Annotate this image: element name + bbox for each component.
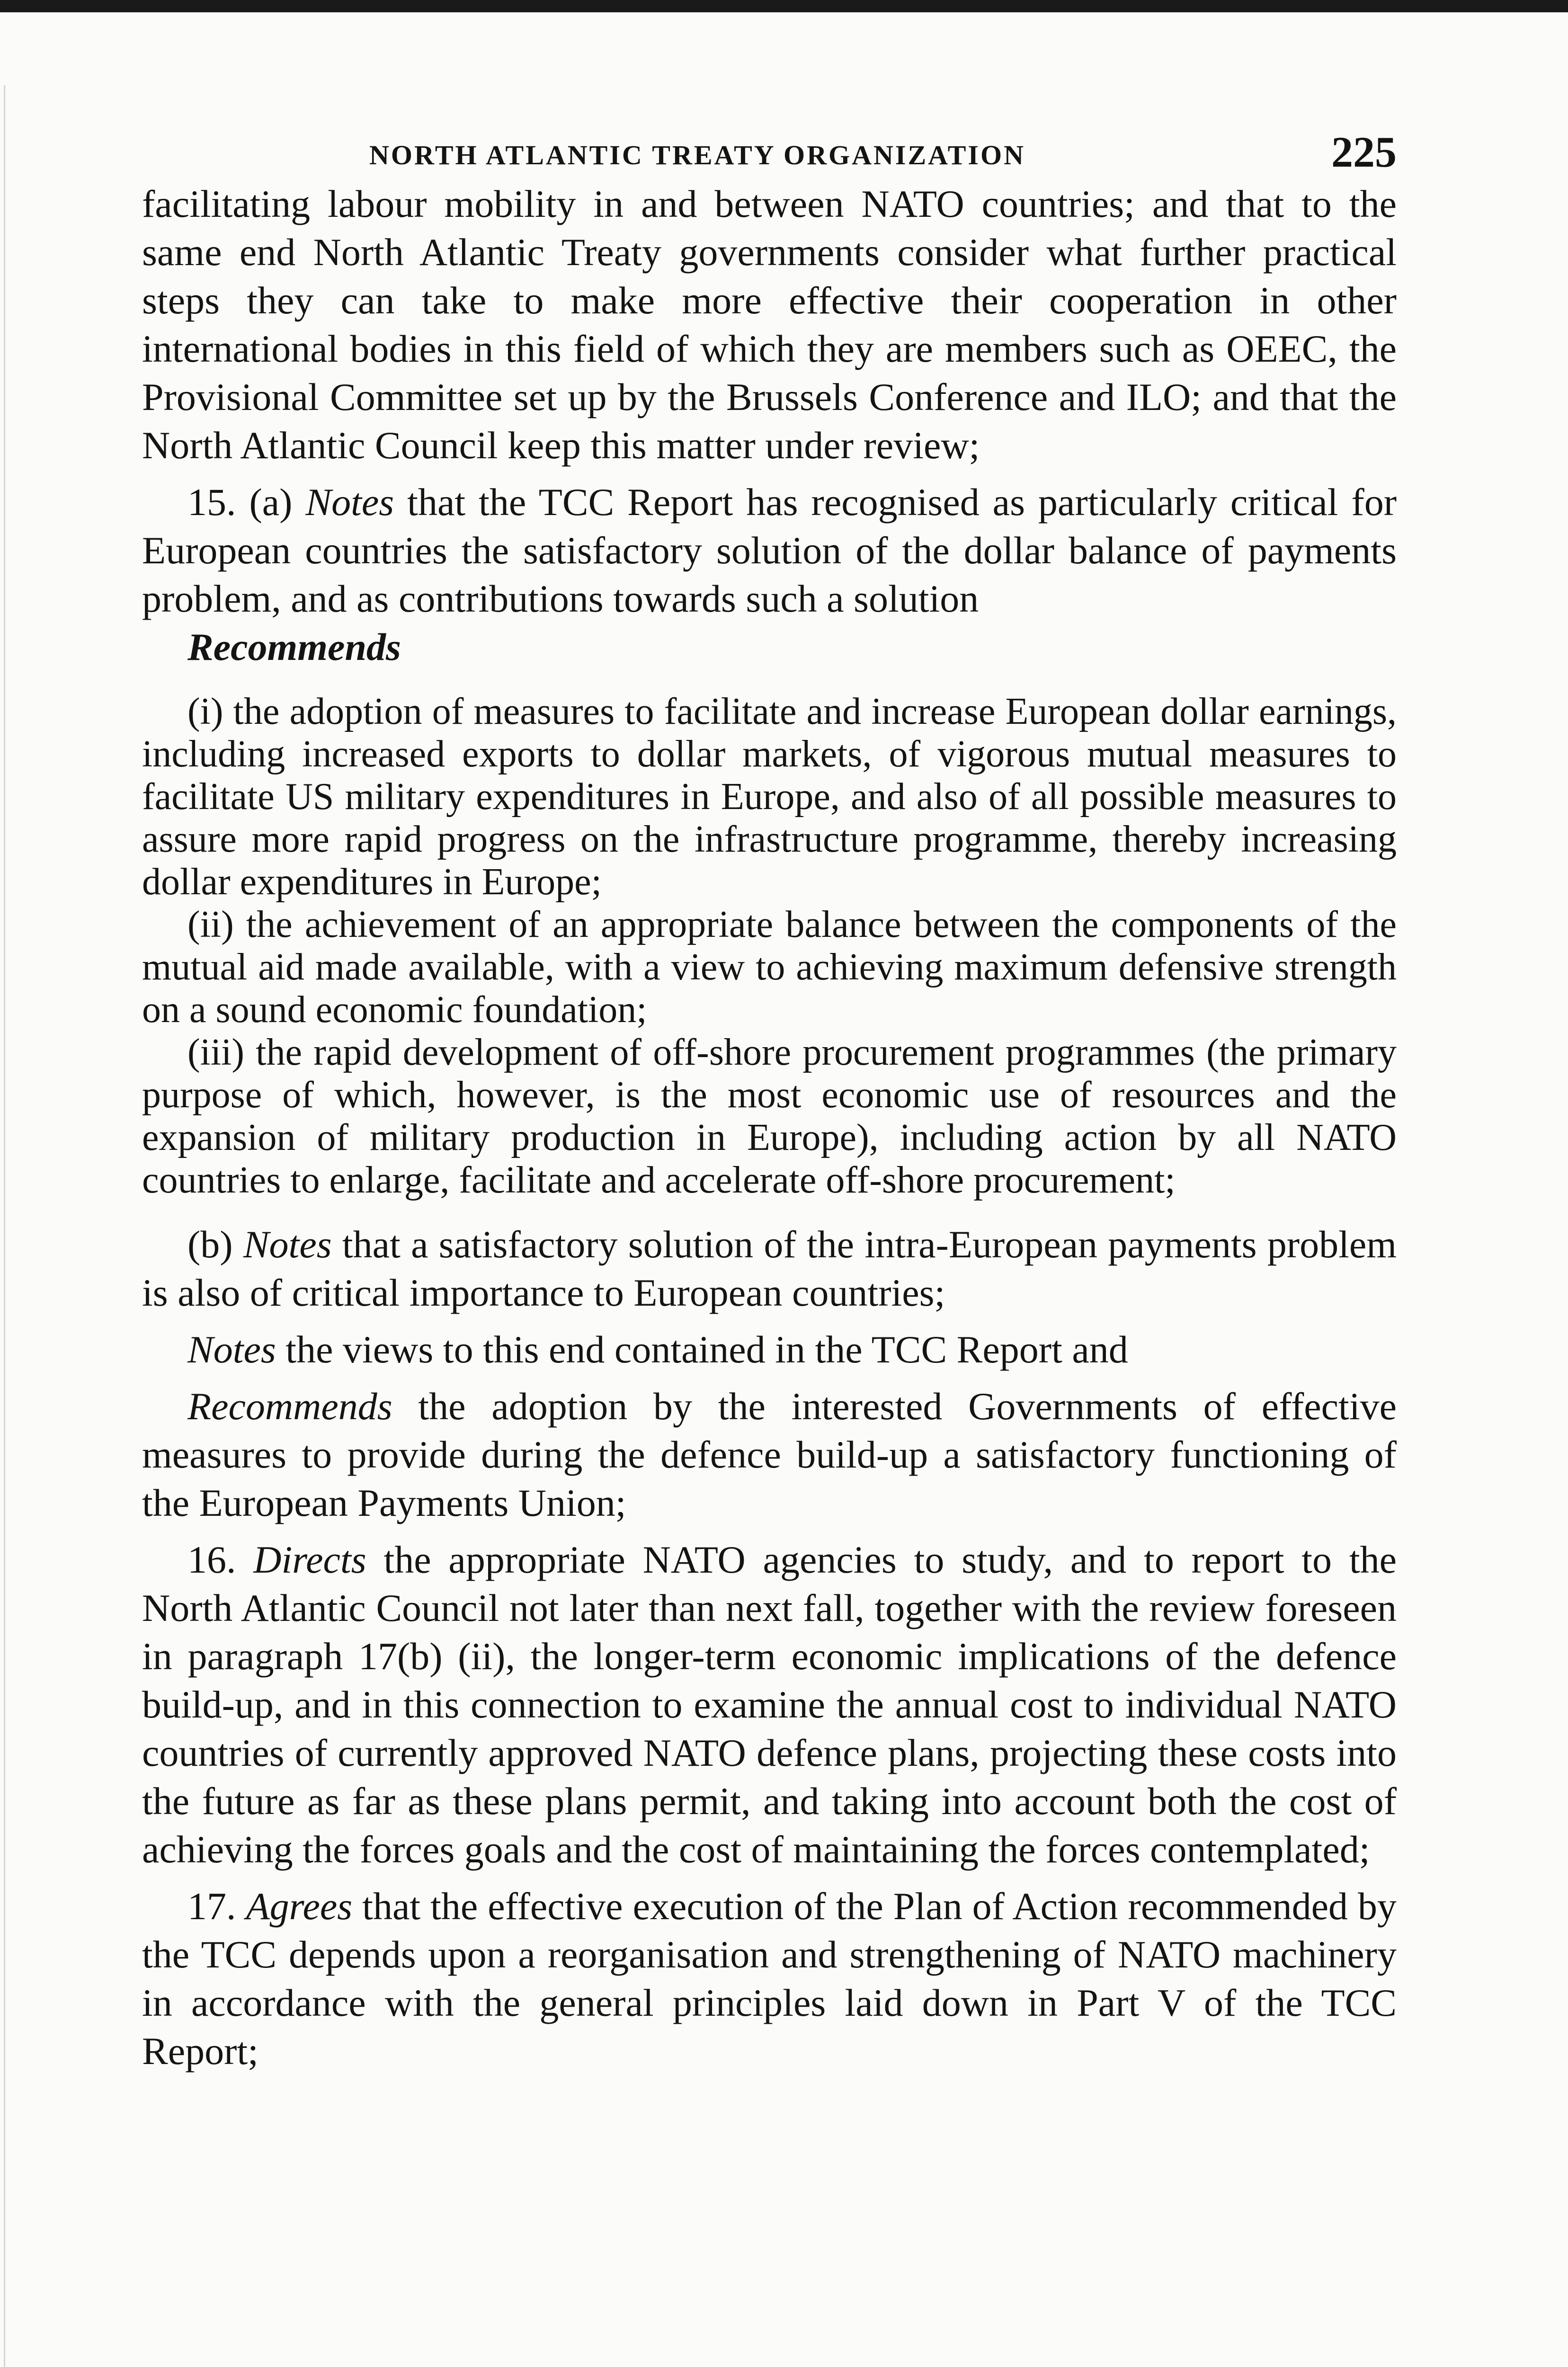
paragraph-body: that a satisfactory solution of the intra-European payments problem is also of critical importance to European countries; [142, 1223, 1397, 1314]
paragraph-number: (b) [187, 1223, 233, 1266]
paragraph-verb: Notes [187, 1328, 276, 1371]
paragraph-recommends [142, 1382, 1397, 1527]
paragraph-notes [142, 1326, 1397, 1374]
body-text-continued [142, 1220, 1397, 2075]
running-header [142, 118, 1397, 180]
running-title: NORTH ATLANTIC TREATY ORGANIZATION [369, 140, 1026, 170]
list-item-iii: (iii) the rapid development of off-shore procurement programmes (the primary purpose of which, however, is the most economic use of resources and the expansion of military production in Europe), including action by all NATO countries to enlarge, facilitate and accelerate off-shore procurement; [142, 1032, 1397, 1201]
paragraph-verb: Notes [243, 1223, 332, 1266]
paragraph-body: that the effective execution of the Plan of Action recommended by the TCC depends upon a reorganisation and strengthening of NATO machinery in accordance with the general principles laid down in Part V of the TCC Report; [142, 1885, 1397, 2073]
page-number: 225 [1331, 128, 1397, 176]
paragraph-verb: Directs [253, 1538, 366, 1581]
recommendations-list [142, 690, 1397, 1201]
paragraph-number: 15. (a) [187, 481, 293, 524]
paragraph-15b [142, 1220, 1397, 1317]
paragraph-continuation: facilitating labour mobility in and between NATO countries; and that to the same end North Atlantic Treaty governments consider what further practical steps they can take to make more effective their cooperation in other international bodies in this field of which they are members such as OEEC, the Provisional Committee set up by the Brussels Conference and ILO; and that the North Atlantic Council keep this matter under review; [142, 182, 1397, 467]
top-border-rule [0, 0, 1568, 12]
scan-margin-line [4, 85, 5, 2367]
paragraph-body: that the TCC Report has recognised as particularly critical for European countries the satisfactory solution of the dollar balance of payments problem, and as contributions towards such a solution [142, 481, 1397, 620]
paragraph-17 [142, 1882, 1397, 2075]
paragraph-number: 16. [187, 1538, 236, 1581]
paragraph-verb: Agrees [246, 1885, 353, 1928]
document-page [142, 118, 1397, 2075]
list-item-i: (i) the adoption of measures to facilitate and increase European dollar earnings, including increased exports to dollar markets, of vigorous mutual measures to facilitate US military expenditures in Europe, and also of all possible measures to assure more rapid progress on the infrastructure programme, thereby increasing dollar expenditures in Europe; [142, 691, 1397, 903]
paragraph-body: the appropriate NATO agencies to study, and to report to the North Atlantic Council not later than next fall, together with the review foreseen in paragraph 17(b) (ii), the longer-term economic implications of the defence build-up, and in this connection to examine the annual cost to individual NATO countries of currently approved NATO defence plans, projecting these costs into the future as far as these plans permit, and taking into account both the cost of achieving the forces goals and the cost of maintaining the forces contemplated; [142, 1538, 1397, 1871]
paragraph-verb: Notes [305, 481, 394, 524]
body-text [142, 180, 1397, 671]
list-item-ii: (ii) the achievement of an appropriate balance between the components of the mutual aid made available, with a view to achieving maximum defensive strength on a sound economic foundation; [142, 904, 1397, 1031]
recommends-heading: Recommends [187, 625, 401, 668]
paragraph-verb: Recommends [187, 1385, 392, 1428]
paragraph-body: the adoption by the interested Governments of effective measures to provide during the defence build-up a satisfactory functioning of the European Payments Union; [142, 1385, 1397, 1524]
paragraph-body: the views to this end contained in the TCC Report and [285, 1328, 1128, 1371]
paragraph-number: 17. [187, 1885, 236, 1928]
paragraph-16 [142, 1536, 1397, 1874]
paragraph-15a [142, 478, 1397, 623]
